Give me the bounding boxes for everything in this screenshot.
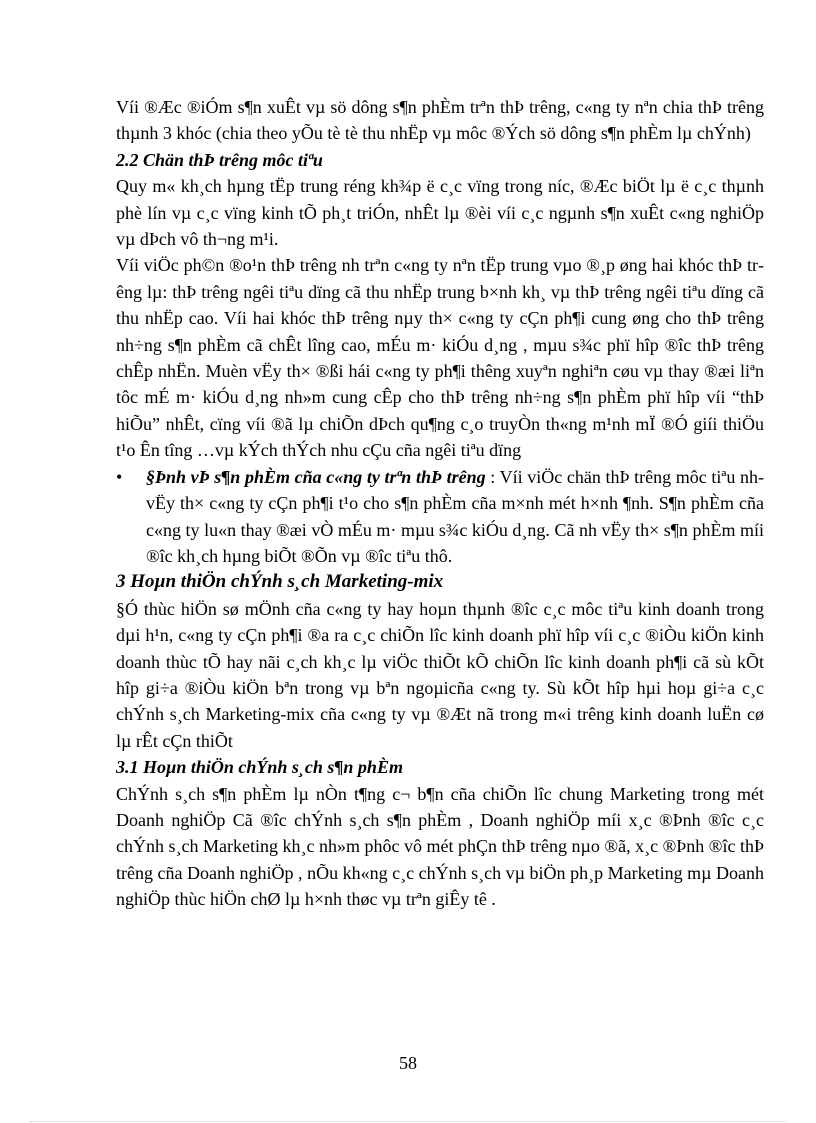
bullet-positioning <box>116 464 764 570</box>
page-number: 58 <box>399 1053 417 1073</box>
bullet-lead: §Þnh vÞ s¶n phÈm cña c«ng ty trªn thÞ trêng <box>146 466 486 487</box>
heading-3: 3 Hoµn thiÖn chÝnh s¸ch Marketing-mix <box>116 571 444 593</box>
heading-3-1: 3.1 Hoµn thiÖn chÝnh s¸ch s¶n phÈm <box>116 757 403 778</box>
paragraph-target-segments: Víi viÖc ph©n ®o¹n thÞ trêng nh trªn c«ng ty nªn tËp trung vµo ®¸p øng hai khóc thÞ trêng lµ: thÞ trêng ngêi tiªu dïng cã thu nhËp trung b×nh kh¸ vµ thÞ trêng ngêi tiªu dïng cã thu nhËp cao. Víi hai khóc thÞ trêng nµy th× c«ng ty cÇn ph¶i cung øng cho thÞ trêng nh÷ng s¶n phÈm cã chÊt lîng cao, mÉu m· kiÓu d¸ng , mµu s¾c phï hîp ®îc thÞ trêng chÊp nhËn. Muèn vËy th× ®ßi hái c«ng ty ph¶i thêng xuyªn nghiªn cøu vµ thay ®æi liªn tôc mÉ m· kiÓu d¸ng nh»m cung cÊp cho thÞ trêng nh÷ng s¶n phÈm phï hîp víi “thÞ hiÕu” nhÊt, cïng víi ®ã lµ chiÕn dÞch qu¶ng c¸o truyÒn th«ng m¹nh mÏ ®Ó giíi thiÖu t¹o Ên tîng …vµ kÝch thÝch nhu cÇu cña ngêi tiªu dïng <box>116 255 764 461</box>
bullet-text: : Víi viÖc chän thÞ trêng môc tiªu nh vËy th× c«ng ty cÇn ph¶i t¹o cho s¶n phÈm cña m×nh mét h×nh ¶nh. S¶n phÈm cña c«ng ty lu«n thay ®æi vÒ mÉu m· mµu s¾c kiÓu d¸ng. Cã nh vËy th× s¶n phÈm míi ®îc kh¸ch hµng biÕt ®Õn vµ ®îc tiªu thô. <box>146 466 764 566</box>
paragraph-mission: §Ó thùc hiÖn sø mÖnh cña c«ng ty hay hoµn thµnh ®îc c¸c môc tiªu kinh doanh trong dµi h¹n, c«ng ty cÇn ph¶i ®a ra c¸c chiÕn lîc kinh doanh phï hîp víi c¸c ®iÒu kiÖn kinh doanh thùc tÕ hay nãi c¸ch kh¸c lµ viÖc thiÕt kÕ chiÕn lîc kinh doanh ph¶i cã sù kÕt hîp gi÷a ®iÒu kiÖn bªn trong vµ bªn ngoµicña c«ng ty. Sù kÕt hîp hµi hoµ gi÷a c¸c chÝnh s¸ch Marketing-mix cña c«ng ty vµ ®Æt nã trong m«i trêng kinh doanh luËn cø lµ rÊt cÇn thiÕt <box>116 598 764 751</box>
heading-2-2: 2.2 Chän thÞ trêng môc tiªu <box>116 149 323 170</box>
bullet-icon: • <box>116 466 123 487</box>
page-bottom-divider <box>30 1121 786 1122</box>
paragraph-customer-scale: Quy m« kh¸ch hµng tËp trung réng kh¾p ë c¸c vïng trong níc, ®Æc biÖt lµ ë c¸c thµnh phè lín vµ c¸c vïng kinh tÕ ph¸t triÓn, nhÊt lµ ®èi víi c¸c ngµnh s¶n xuÊt c«ng nghiÖp vµ dÞch vô th¬ng m¹i. <box>116 176 764 250</box>
paragraph-product-policy: ChÝnh s¸ch s¶n phÈm lµ nÒn t¶ng c¬ b¶n cña chiÕn lîc chung Marketing trong mét Doanh nghiÖp Cã ®îc chÝnh s¸ch s¶n phÈm , Doanh nghiÖp míi x¸c ®Þnh ®îc c¸c chÝnh s¸ch Marketing kh¸c nh»m phôc vô mét phÇn thÞ trêng nµo ®ã, x¸c ®Þnh ®îc thÞ trêng cña Doanh nghiÖp , nÕu kh«ng c¸c chÝnh s¸ch vµ biÖn ph¸p Marketing mµ Doanh nghiÖp thùc hiÖn chØ lµ h×nh thøc vµ trªn giÊy tê . <box>116 783 764 910</box>
page-body <box>116 94 764 913</box>
paragraph-market-segments: Víi ®Æc ®iÓm s¶n xuÊt vµ sö dông s¶n phÈm trªn thÞ trêng, c«ng ty nªn chia thÞ trêng thµnh 3 khóc (chia theo yÕu tè tè thu nhËp vµ môc ®Ých sö dông s¶n phÈm lµ chÝnh) <box>116 97 764 144</box>
